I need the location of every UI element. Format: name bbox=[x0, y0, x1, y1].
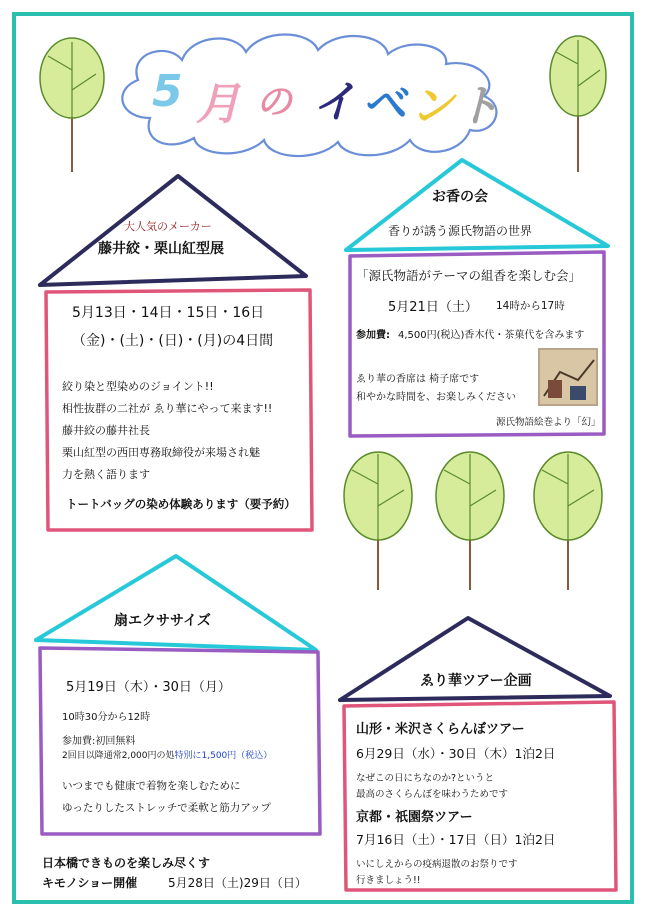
event-title: 扇エクササイズ bbox=[114, 613, 211, 629]
event-body-line: いつまでも健康で着物を楽しむために bbox=[62, 780, 241, 792]
event-fee: 4,500円(税込)香木代・茶菓代を含みます bbox=[398, 330, 585, 341]
event-title: 藤井絞・栗山紅型展 bbox=[98, 241, 224, 257]
tree-top-right bbox=[550, 36, 606, 172]
event-dates: 5月19日（木）・30日（月） bbox=[66, 680, 231, 695]
event-title: お香の会 bbox=[432, 189, 488, 205]
event-fee-label: 参加費: bbox=[356, 330, 390, 341]
event-fee: 参加費:初回無料 bbox=[62, 736, 136, 747]
event-note: トートバッグの染め体験あります（要予約） bbox=[66, 497, 296, 511]
tour-body-line: 行きましょう!! bbox=[356, 875, 421, 886]
event-body-line: 絞り染と型染めのジョイント!! bbox=[62, 380, 214, 393]
event-subtitle: 香りが誘う源氏物語の世界 bbox=[388, 224, 533, 238]
title-char: イ bbox=[312, 77, 360, 128]
tour-dates: 6月29日（水）・30日（木）1泊2日 bbox=[356, 746, 556, 761]
event-fee-regular: 2回目以降通常2,000円の処 bbox=[62, 751, 175, 761]
tour-title: 山形・米沢さくらんぼツアー bbox=[356, 722, 525, 737]
event-body-line: 力を熱く語ります bbox=[62, 468, 150, 481]
event-time: 14時から17時 bbox=[496, 300, 565, 312]
event-title: ゑり華ツアー企画 bbox=[420, 673, 532, 689]
tree-middle-3 bbox=[534, 452, 602, 590]
footer-line-2-date: 5月28日（土)29日（日） bbox=[168, 876, 307, 890]
tour-title: 京都・祇園祭ツアー bbox=[356, 810, 473, 825]
event-time: 10時30分から12時 bbox=[62, 712, 151, 723]
tour-body-line: 最高のさくらんぼを味わうためです bbox=[356, 789, 509, 800]
footer-line-2-label: キモノショー開催 bbox=[42, 876, 138, 890]
tree-middle-1 bbox=[344, 452, 412, 590]
title-char: 5 bbox=[152, 66, 187, 117]
tree-middle-2 bbox=[436, 452, 504, 590]
event-body-line: 栗山紅型の西田専務取締役が来場され魅 bbox=[62, 446, 260, 459]
event-body-line: 藤井絞の藤井社長 bbox=[62, 424, 150, 437]
event-body-line: ゑり華の香席は 椅子席です bbox=[356, 374, 480, 385]
image-caption: 源氏物語絵巻より「幻」 bbox=[496, 417, 601, 428]
event-fee-special: 特別に1,500円（税込） bbox=[174, 751, 273, 761]
event-dates: 5月13日・14日・15日・16日 bbox=[72, 305, 265, 321]
title-char: ン bbox=[410, 81, 458, 132]
title-char: の bbox=[256, 82, 297, 123]
event-headline: 「源氏物語がテーマの組香を楽しむ会」 bbox=[356, 268, 582, 283]
event-fee-detail bbox=[62, 748, 272, 761]
event-kicker: 大人気のメーカー bbox=[124, 220, 212, 233]
tour-dates: 7月16日（土）・17日（日）1泊2日 bbox=[356, 832, 556, 847]
event-days: （金)・(土)・(日)・(月)の4日間 bbox=[72, 333, 274, 349]
tree-top-left bbox=[40, 38, 104, 172]
event-body-line: 相性抜群の二社が ゑり華にやって来ます!! bbox=[62, 402, 273, 415]
title-char: 月 bbox=[196, 79, 244, 130]
event-body-line: ゆったりしたストレッチで柔軟と筋力アップ bbox=[62, 802, 272, 814]
title-char: ト bbox=[456, 81, 504, 132]
tour-body-line: なぜこの日にちなのか?というと bbox=[356, 773, 495, 784]
genji-scroll-image bbox=[538, 348, 598, 406]
event-date: 5月21日（土） bbox=[388, 300, 478, 315]
title-char: ベ bbox=[362, 79, 410, 130]
footer-line-1: 日本橋できものを楽しみ尽くす bbox=[42, 856, 211, 870]
tour-body-line: いにしえからの疫病退散のお祭りです bbox=[356, 859, 518, 870]
event-body-line: 和やかな時間を、お楽しみください bbox=[356, 392, 516, 403]
